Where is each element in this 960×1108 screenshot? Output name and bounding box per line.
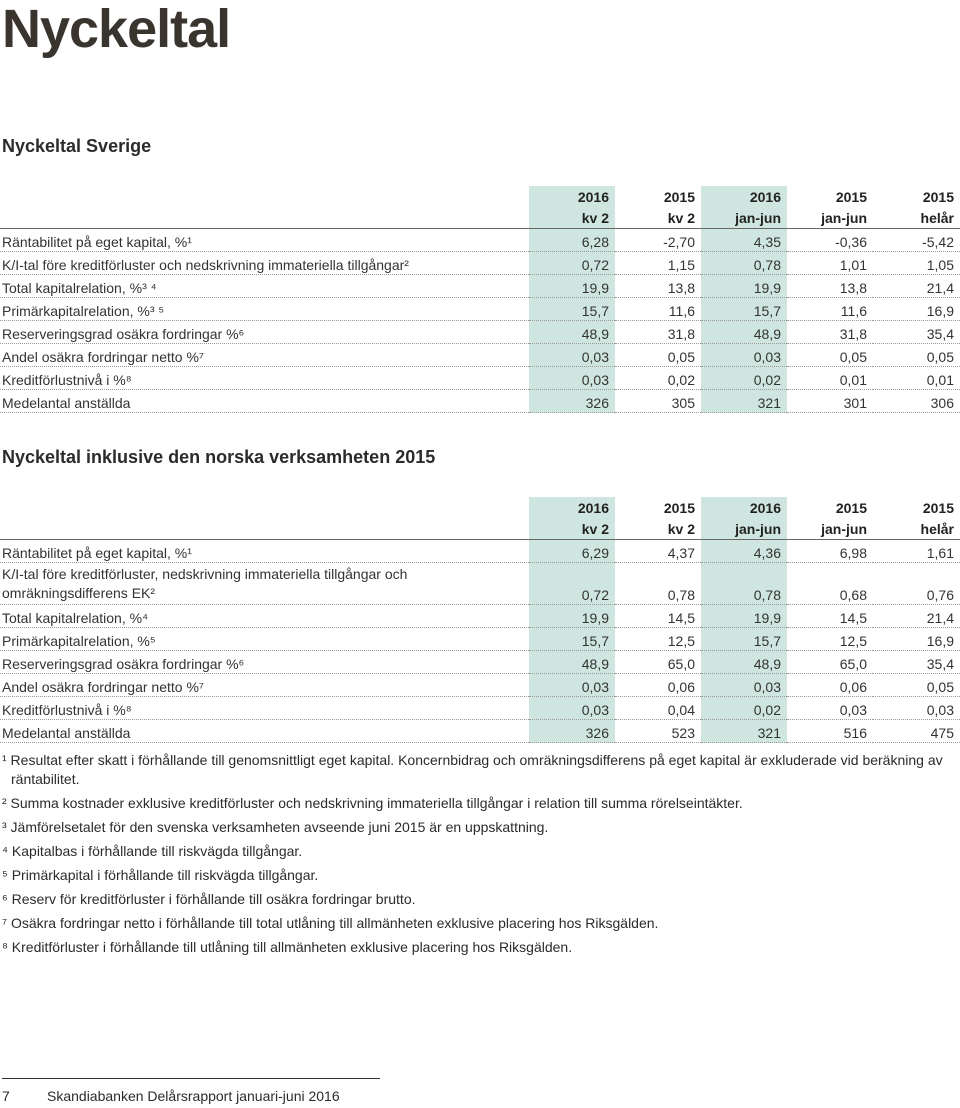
table-cell: 326 xyxy=(529,720,615,743)
table-cell: 0,05 xyxy=(873,344,960,367)
row-label: Andel osäkra fordringar netto %⁷ xyxy=(0,674,529,697)
column-year: 2016 xyxy=(529,186,615,207)
table-cell: 305 xyxy=(615,390,701,413)
column-year: 2015 xyxy=(835,499,867,516)
row-label: Medelantal anställda xyxy=(0,720,529,743)
column-year: 2015 xyxy=(663,499,695,516)
footnote: ² Summa kostnader exklusive kreditförluster och nedskrivning immateriella tillgångar i relation till summa rörelseintäkter. xyxy=(2,795,743,811)
table-cell: 16,9 xyxy=(873,628,960,651)
table-cell: 19,9 xyxy=(701,605,787,628)
table-cell: 0,78 xyxy=(615,563,701,605)
table-cell: 19,9 xyxy=(529,605,615,628)
table-cell: 65,0 xyxy=(615,651,701,674)
table-cell: 0,05 xyxy=(787,344,873,367)
row-label: K/I-tal före kreditförluster, nedskrivning immateriella tillgångar och omräkningsdifferens EK² xyxy=(0,563,529,605)
column-period: kv 2 xyxy=(529,207,615,229)
table-row xyxy=(0,252,960,275)
table-row xyxy=(0,605,960,628)
row-label: Räntabilitet på eget kapital, %¹ xyxy=(0,540,529,563)
table-cell: 14,5 xyxy=(615,605,701,628)
table-cell: 0,05 xyxy=(873,674,960,697)
table-cell: 0,06 xyxy=(787,674,873,697)
row-label: Räntabilitet på eget kapital, %¹ xyxy=(0,229,529,252)
table-cell: 1,15 xyxy=(615,252,701,275)
row-label: Kreditförlustnivå i %⁸ xyxy=(0,367,529,390)
row-label: Andel osäkra fordringar netto %⁷ xyxy=(0,344,529,367)
table-row xyxy=(0,390,960,413)
key-figures-table-incl-norway xyxy=(0,497,960,743)
table-cell: 0,05 xyxy=(615,344,701,367)
column-year: 2016 xyxy=(701,497,787,518)
table-row xyxy=(0,321,960,344)
row-label: Reserveringsgrad osäkra fordringar %⁶ xyxy=(0,321,529,344)
table-row xyxy=(0,720,960,743)
footnote: ⁷ Osäkra fordringar netto i förhållande till total utlåning till allmänheten exklusive placering hos Riksgälden. xyxy=(2,915,659,931)
table-cell: 31,8 xyxy=(787,321,873,344)
row-label: Reserveringsgrad osäkra fordringar %⁶ xyxy=(0,651,529,674)
row-label: Total kapitalrelation, %⁴ xyxy=(0,605,529,628)
footer-divider xyxy=(2,1078,380,1079)
footnote: ⁶ Reserv för kreditförluster i förhållande till osäkra fordringar brutto. xyxy=(2,891,416,907)
table-cell: 1,05 xyxy=(873,252,960,275)
table-cell: 0,03 xyxy=(701,674,787,697)
table-cell: 15,7 xyxy=(529,298,615,321)
footer-text: Skandiabanken Delårsrapport januari-juni 2016 xyxy=(47,1088,340,1104)
table-cell: 0,68 xyxy=(787,563,873,605)
table-cell: 4,37 xyxy=(615,540,701,563)
column-year: 2016 xyxy=(529,497,615,518)
table-cell: 0,03 xyxy=(787,697,873,720)
table-cell: 0,02 xyxy=(701,367,787,390)
table-cell: 0,72 xyxy=(529,563,615,605)
table-cell: 35,4 xyxy=(873,651,960,674)
column-period: helår xyxy=(873,207,960,229)
column-period: jan-jun xyxy=(787,518,873,540)
table-cell: 321 xyxy=(701,390,787,413)
footnote: ⁴ Kapitalbas i förhållande till riskvägda tillgångar. xyxy=(2,843,303,859)
table-cell: 1,01 xyxy=(787,252,873,275)
table-cell: 0,78 xyxy=(701,252,787,275)
footnote: ⁸ Kreditförluster i förhållande till utlåning till allmänheten exklusive placering hos Riksgälden. xyxy=(2,939,573,955)
column-year: 2015 xyxy=(922,188,954,205)
table-cell: 11,6 xyxy=(615,298,701,321)
table-cell: -5,42 xyxy=(873,229,960,252)
table-cell: 15,7 xyxy=(701,628,787,651)
table-cell: 475 xyxy=(873,720,960,743)
table-cell: 21,4 xyxy=(873,275,960,298)
table-cell: 15,7 xyxy=(529,628,615,651)
table-cell: 48,9 xyxy=(701,321,787,344)
column-period: kv 2 xyxy=(529,518,615,540)
column-year: 2015 xyxy=(922,499,954,516)
table-cell: 306 xyxy=(873,390,960,413)
table-cell: 14,5 xyxy=(787,605,873,628)
section-title-sverige: Nyckeltal Sverige xyxy=(2,136,152,156)
table-row xyxy=(0,229,960,252)
row-label: Primärkapitalrelation, %⁵ xyxy=(0,628,529,651)
column-period: jan-jun xyxy=(787,207,873,229)
table-row xyxy=(0,367,960,390)
table-cell: 15,7 xyxy=(701,298,787,321)
table-cell: 21,4 xyxy=(873,605,960,628)
table-cell: 326 xyxy=(529,390,615,413)
table-cell: 0,03 xyxy=(529,697,615,720)
column-period: kv 2 xyxy=(615,518,701,540)
footnote: ⁵ Primärkapital i förhållande till riskvägda tillgångar. xyxy=(2,867,319,883)
header-blank xyxy=(0,518,529,540)
table-cell: 0,01 xyxy=(787,367,873,390)
table-cell: 1,61 xyxy=(873,540,960,563)
footnotes xyxy=(2,751,960,962)
table-cell: 0,03 xyxy=(873,697,960,720)
table-cell: 0,72 xyxy=(529,252,615,275)
table-row xyxy=(0,298,960,321)
table-cell: 19,9 xyxy=(529,275,615,298)
row-label: Kreditförlustnivå i %⁸ xyxy=(0,697,529,720)
column-period: jan-jun xyxy=(701,207,787,229)
table-cell: 35,4 xyxy=(873,321,960,344)
column-year: 2016 xyxy=(701,186,787,207)
row-label: Medelantal anställda xyxy=(0,390,529,413)
column-year: 2015 xyxy=(835,188,867,205)
page-footer xyxy=(2,1088,340,1104)
table-cell: -0,36 xyxy=(787,229,873,252)
table-cell: 4,36 xyxy=(701,540,787,563)
table-cell: -2,70 xyxy=(615,229,701,252)
table-row xyxy=(0,697,960,720)
table-cell: 16,9 xyxy=(873,298,960,321)
table-cell: 48,9 xyxy=(529,321,615,344)
table-cell: 0,03 xyxy=(529,674,615,697)
table-cell: 65,0 xyxy=(787,651,873,674)
footnote: ³ Jämförelsetalet för den svenska verksamheten avseende juni 2015 är en uppskattning. xyxy=(2,819,549,835)
table-cell: 321 xyxy=(701,720,787,743)
column-year: 2015 xyxy=(663,188,695,205)
table-cell: 0,04 xyxy=(615,697,701,720)
row-label: K/I-tal före kreditförluster och nedskrivning immateriella tillgångar² xyxy=(0,252,529,275)
table-cell: 523 xyxy=(615,720,701,743)
table-cell: 12,5 xyxy=(787,628,873,651)
table-cell: 12,5 xyxy=(615,628,701,651)
section-title-norway-included: Nyckeltal inklusive den norska verksamheten 2015 xyxy=(2,447,436,467)
table-cell: 31,8 xyxy=(615,321,701,344)
column-period: jan-jun xyxy=(701,518,787,540)
header-blank xyxy=(0,186,529,207)
footnote: ¹ Resultat efter skatt i förhållande till genomsnittligt eget kapital. Koncernbidrag och omräkningsdifferens på eget kapital är exkluderade vid beräkning av räntabilitet. xyxy=(2,752,943,787)
table-row xyxy=(0,275,960,298)
table-cell: 6,29 xyxy=(529,540,615,563)
table-cell: 0,03 xyxy=(701,344,787,367)
table-cell: 0,02 xyxy=(701,697,787,720)
row-label: Primärkapitalrelation, %³ ⁵ xyxy=(0,298,529,321)
table-cell: 6,28 xyxy=(529,229,615,252)
table-cell: 0,78 xyxy=(701,563,787,605)
table-cell: 0,06 xyxy=(615,674,701,697)
table-cell: 0,76 xyxy=(873,563,960,605)
table-cell: 13,8 xyxy=(787,275,873,298)
table-cell: 0,03 xyxy=(529,344,615,367)
table-row xyxy=(0,563,960,605)
page-number: 7 xyxy=(2,1088,10,1104)
table-row xyxy=(0,540,960,563)
table-cell: 0,01 xyxy=(873,367,960,390)
table-row xyxy=(0,674,960,697)
table-cell: 516 xyxy=(787,720,873,743)
table-cell: 0,02 xyxy=(615,367,701,390)
key-figures-table-sverige xyxy=(0,186,960,413)
table-cell: 48,9 xyxy=(701,651,787,674)
table-cell: 13,8 xyxy=(615,275,701,298)
table-row xyxy=(0,344,960,367)
table-cell: 48,9 xyxy=(529,651,615,674)
table-cell: 11,6 xyxy=(787,298,873,321)
column-period: helår xyxy=(873,518,960,540)
row-label: Total kapitalrelation, %³ ⁴ xyxy=(0,275,529,298)
table-row xyxy=(0,628,960,651)
table-cell: 19,9 xyxy=(701,275,787,298)
table-row xyxy=(0,651,960,674)
table-cell: 4,35 xyxy=(701,229,787,252)
page-title: Nyckeltal xyxy=(2,0,231,59)
header-blank xyxy=(0,207,529,229)
column-period: kv 2 xyxy=(615,207,701,229)
header-blank xyxy=(0,497,529,518)
table-cell: 6,98 xyxy=(787,540,873,563)
table-cell: 0,03 xyxy=(529,367,615,390)
table-cell: 301 xyxy=(787,390,873,413)
